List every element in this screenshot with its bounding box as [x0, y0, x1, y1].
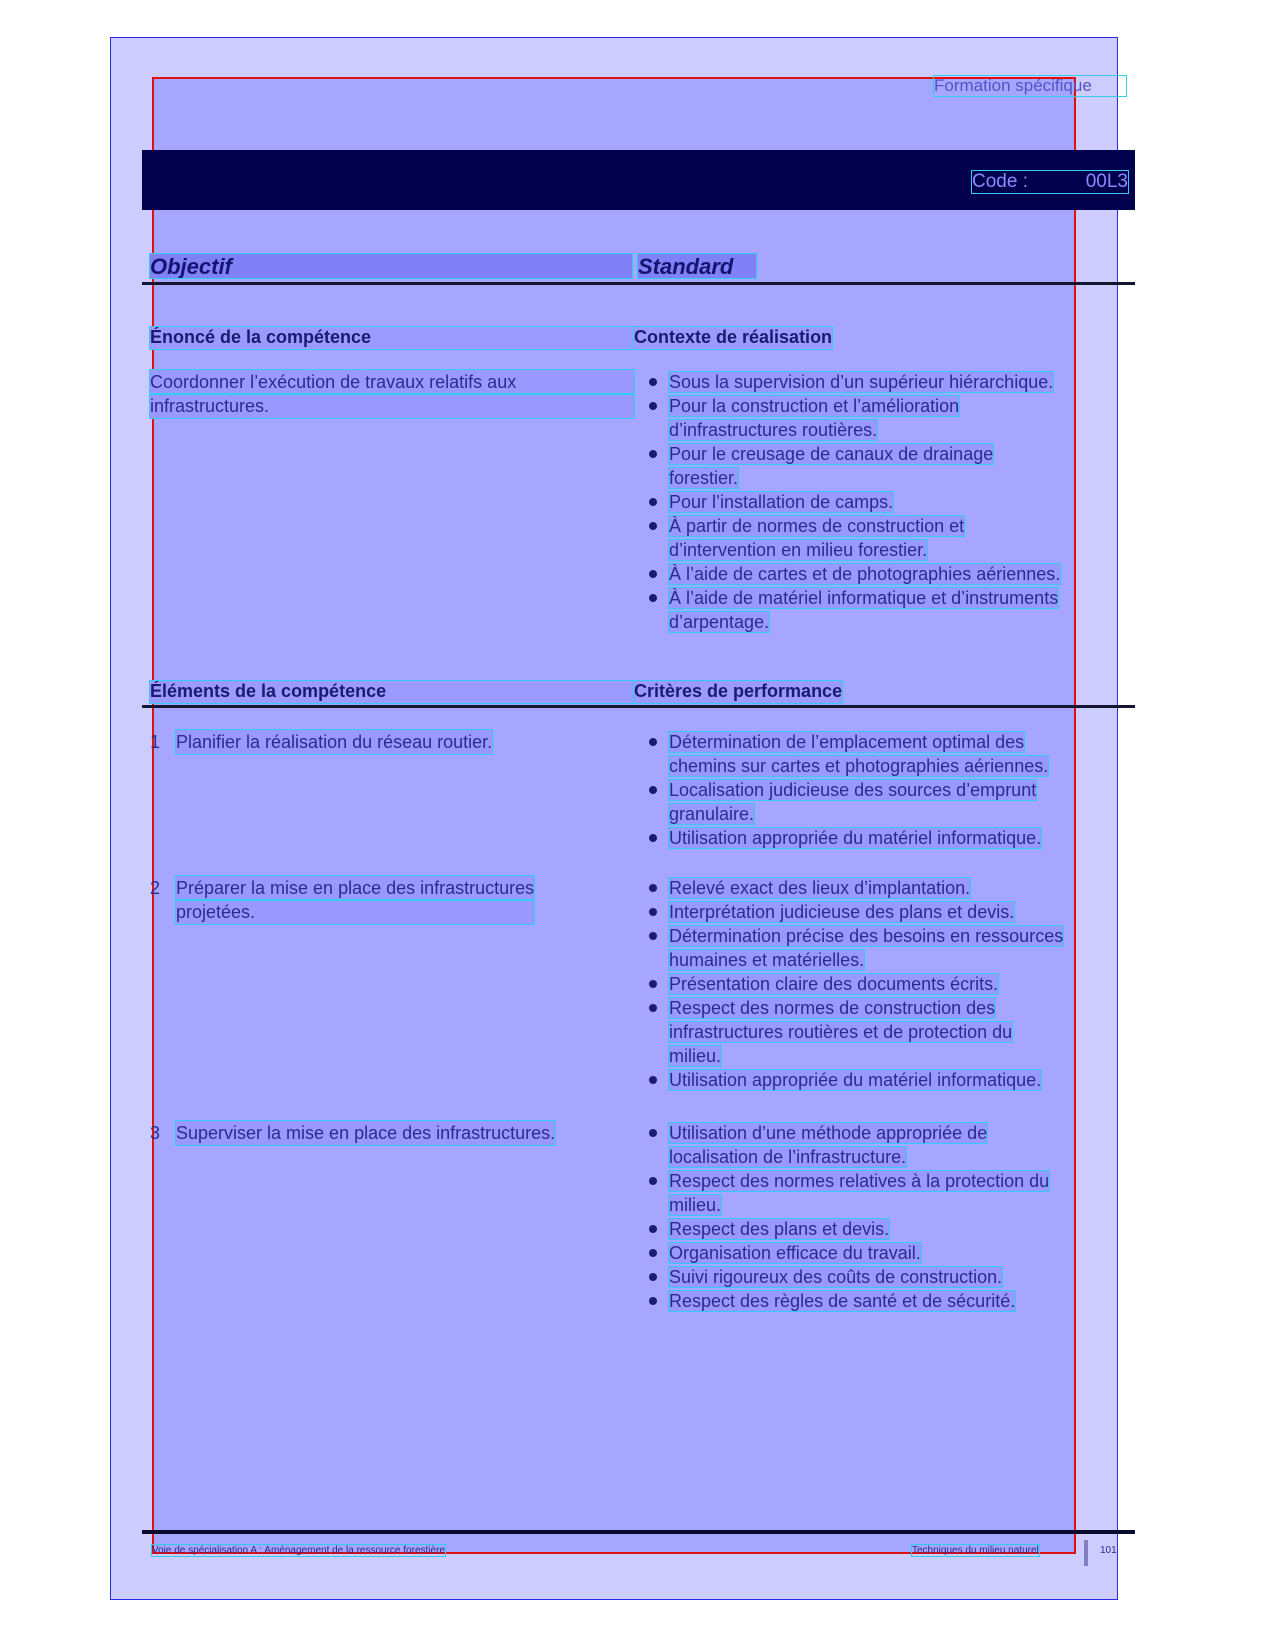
criterion-text: Organisation efficace du travail. [669, 1243, 921, 1263]
criteria-title: Critères de performance [634, 681, 843, 701]
criterion-text: humaines et matérielles. [669, 950, 865, 970]
elements-title: Éléments de la compétence [150, 681, 634, 703]
element-number: 2 [150, 878, 161, 898]
criterion-item [647, 826, 1127, 850]
criterion-text: localisation de l’infrastructure. [669, 1147, 907, 1167]
criterion-text: À partir de normes de construction et [669, 516, 965, 536]
contexte-list [647, 370, 1127, 634]
criterion-item [647, 1265, 1127, 1289]
criterion-item [647, 996, 1127, 1068]
criterion-text: À l’aide de cartes et de photographies aériennes. [669, 564, 1061, 584]
formation-label: Formation spécifique [934, 76, 1126, 96]
criterion-text: Localisation judicieuse des sources d’emprunt [669, 780, 1037, 800]
criterion-text: Utilisation appropriée du matériel informatique. [669, 828, 1042, 848]
criterion-text: Interprétation judicieuse des plans et devis. [669, 902, 1015, 922]
criteria-list-1 [647, 730, 1127, 850]
criterion-item [647, 1217, 1127, 1241]
criterion-item [647, 586, 1127, 634]
footer-separator [1084, 1540, 1088, 1566]
criterion-item [647, 778, 1127, 826]
criterion-item [647, 442, 1127, 490]
criterion-item [647, 876, 1127, 900]
page-number: 101 [1100, 1545, 1117, 1556]
enonce-line: Coordonner l’exécution de travaux relatifs aux [150, 370, 634, 394]
footer-left-text: Voie de spécialisation A : Aménagement de la ressource forestière [152, 1545, 445, 1556]
criterion-item [647, 1068, 1127, 1092]
criterion-text: Respect des plans et devis. [669, 1219, 890, 1239]
criterion-item [647, 1289, 1127, 1313]
criterion-item [647, 490, 1127, 514]
criterion-item [647, 514, 1127, 562]
criterion-text: chemins sur cartes et photographies aériennes. [669, 756, 1049, 776]
enonce-line: infrastructures. [150, 394, 634, 418]
criterion-text: Pour la construction et l’amélioration [669, 396, 960, 416]
enonce-text [150, 370, 634, 418]
standard-title: Standard [638, 254, 756, 278]
criterion-item [647, 1121, 1127, 1169]
criterion-text: d’arpentage. [669, 612, 770, 632]
criterion-text: Relevé exact des lieux d’implantation. [669, 878, 971, 898]
enonce-title: Énoncé de la compétence [150, 327, 634, 349]
criterion-text: d’intervention en milieu forestier. [669, 540, 928, 560]
contexte-title: Contexte de réalisation [634, 327, 833, 347]
criterion-item [647, 1241, 1127, 1265]
criterion-text: granulaire. [669, 804, 755, 824]
code-value: 00L3 [1085, 171, 1128, 192]
criterion-text: Respect des règles de santé et de sécurité. [669, 1291, 1016, 1311]
element-text: projetées. [176, 900, 534, 924]
criterion-text: Respect des normes relatives à la protection du [669, 1171, 1050, 1191]
code-label-text: Code : [972, 171, 1028, 192]
criterion-text: infrastructures routières et de protection du [669, 1022, 1013, 1042]
criterion-text: Suivi rigoureux des coûts de construction. [669, 1267, 1003, 1287]
element-text: Superviser la mise en place des infrastructures. [176, 1123, 556, 1143]
code-label [972, 171, 1128, 193]
criteria-list-3 [647, 1121, 1127, 1313]
criterion-text: d’infrastructures routières. [669, 420, 878, 440]
criterion-item [647, 900, 1127, 924]
objectif-title: Objectif [150, 254, 632, 278]
criteria-list-2 [647, 876, 1127, 1092]
elements-divider [142, 705, 1135, 708]
element-number: 1 [150, 732, 161, 752]
criterion-text: Pour l’installation de camps. [669, 492, 894, 512]
footer-divider [142, 1530, 1135, 1534]
element-number: 3 [150, 1123, 161, 1143]
element-text: Planifier la réalisation du réseau routier. [176, 732, 493, 752]
criterion-text: milieu. [669, 1195, 722, 1215]
criterion-text: Détermination de l’emplacement optimal des [669, 732, 1025, 752]
criterion-item [647, 1169, 1127, 1217]
criterion-text: À l’aide de matériel informatique et d’instruments [669, 588, 1059, 608]
criterion-text: Respect des normes de construction des [669, 998, 996, 1018]
criterion-text: forestier. [669, 468, 739, 488]
criterion-item [647, 394, 1127, 442]
criterion-text: Sous la supervision d’un supérieur hiérarchique. [669, 372, 1054, 392]
criterion-text: Utilisation d’une méthode appropriée de [669, 1123, 988, 1143]
section-divider [142, 282, 1135, 285]
criterion-item [647, 370, 1127, 394]
criterion-text: Détermination précise des besoins en ressources [669, 926, 1064, 946]
criterion-item [647, 972, 1127, 996]
criterion-text: Présentation claire des documents écrits. [669, 974, 999, 994]
criterion-item [647, 730, 1127, 778]
criterion-item [647, 562, 1127, 586]
element-text: Préparer la mise en place des infrastructures [176, 878, 535, 898]
criterion-text: milieu. [669, 1046, 722, 1066]
criterion-item [647, 924, 1127, 972]
criterion-text: Utilisation appropriée du matériel informatique. [669, 1070, 1042, 1090]
footer-right-text: Techniques du milieu naturel [912, 1545, 1039, 1556]
criterion-text: Pour le creusage de canaux de drainage [669, 444, 994, 464]
